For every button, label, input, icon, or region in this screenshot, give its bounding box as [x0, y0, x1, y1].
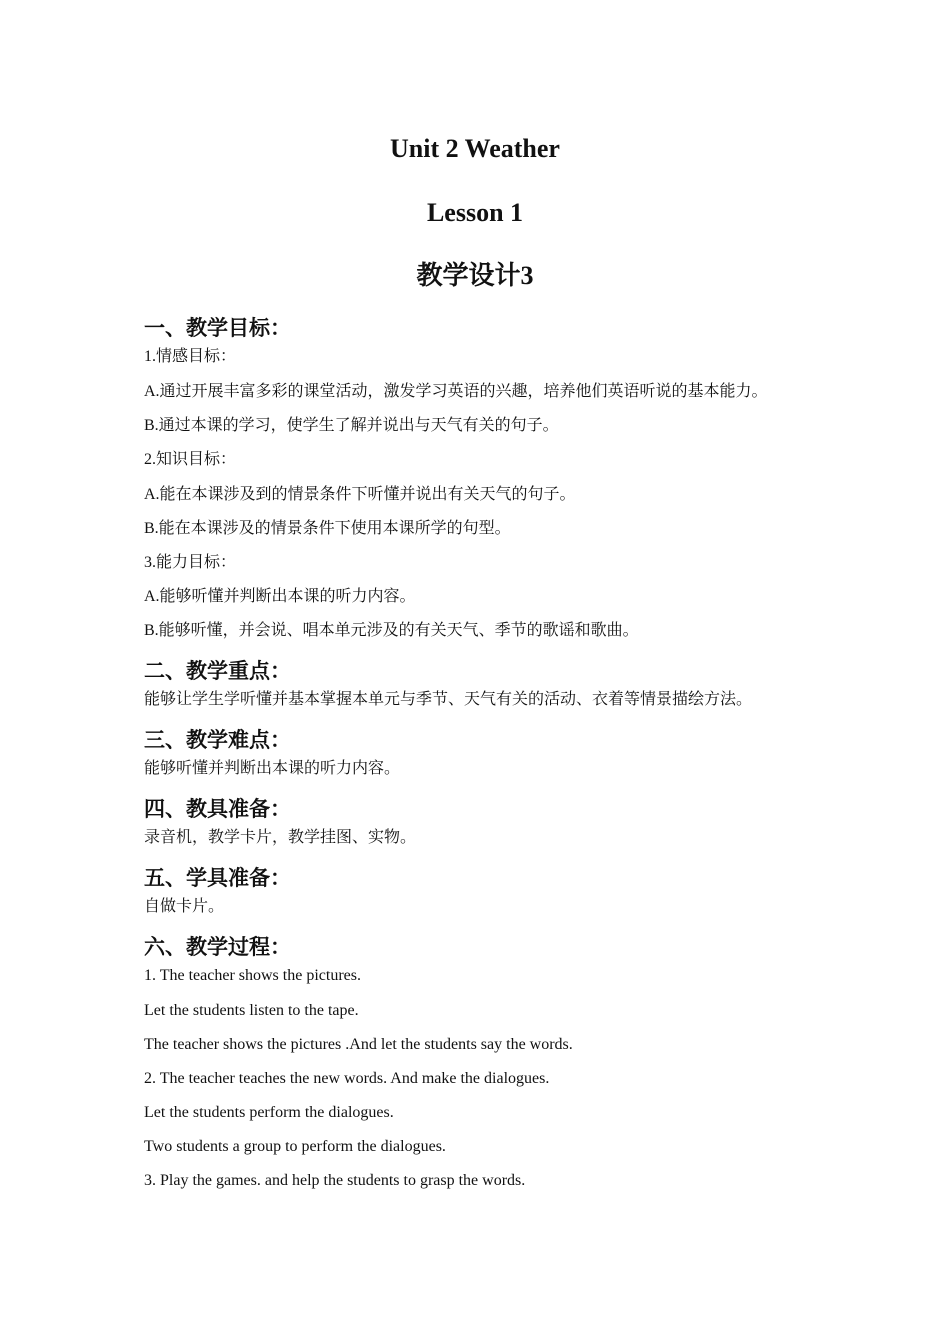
paragraph-line: A.能在本课涉及到的情景条件下听懂并说出有关天气的句子。	[144, 485, 576, 503]
section-heading-learning-aids: 五、学具准备：	[144, 865, 291, 890]
paragraph-line: 1. The teacher shows the pictures.	[144, 966, 361, 984]
section-heading-key-points: 二、教学重点：	[144, 658, 291, 683]
section-heading-teaching-aids: 四、教具准备：	[144, 796, 291, 821]
section-heading-teaching-process: 六、教学过程：	[144, 934, 291, 959]
section-heading-objectives: 一、教学目标：	[144, 316, 291, 340]
paragraph-line: 录音机，教学卡片，教学挂图、实物。	[144, 828, 417, 846]
paragraph-line: 1.情感目标：	[144, 348, 237, 365]
document-body	[144, 312, 824, 1205]
design-title: 教学设计3	[416, 261, 534, 290]
lesson-title: Lesson 1	[426, 198, 524, 227]
paragraph-line: A.通过开展丰富多彩的课堂活动，激发学习英语的兴趣，培养他们英语听说的基本能力。	[144, 383, 768, 400]
paragraph-line: Let the students perform the dialogues.	[144, 1104, 394, 1122]
paragraph-line: 能够让学生学听懂并基本掌握本单元与季节、天气有关的活动、衣着等情景描绘方法。	[144, 690, 753, 708]
paragraph-line: 2.知识目标：	[144, 451, 237, 469]
unit-title: Unit 2 Weather	[390, 134, 560, 163]
paragraph-line: B.能在本课涉及的情景条件下使用本课所学的句型。	[144, 519, 511, 537]
paragraph-line: A.能够听懂并判断出本课的听力内容。	[144, 588, 416, 606]
paragraph-line: 2. The teacher teaches the new words. And make the dialogues.	[144, 1069, 550, 1087]
paragraph-line: 3.能力目标：	[144, 553, 237, 571]
paragraph-line: B.通过本课的学习，使学生了解并说出与天气有关的句子。	[144, 417, 559, 435]
paragraph-line: The teacher shows the pictures .And let the students say the words.	[144, 1035, 573, 1053]
paragraph-line: Let the students listen to the tape.	[144, 1001, 359, 1019]
paragraph-line: Two students a group to perform the dialogues.	[144, 1138, 446, 1156]
paragraph-line: 能够听懂并判断出本课的听力内容。	[144, 759, 401, 777]
paragraph-line: 自做卡片。	[144, 897, 225, 915]
paragraph-line: 3. Play the games. and help the students to grasp the words.	[144, 1172, 526, 1190]
paragraph-line: B.能够听懂，并会说、唱本单元涉及的有关天气、季节的歌谣和歌曲。	[144, 622, 639, 640]
section-heading-difficulties: 三、教学难点：	[144, 727, 291, 752]
